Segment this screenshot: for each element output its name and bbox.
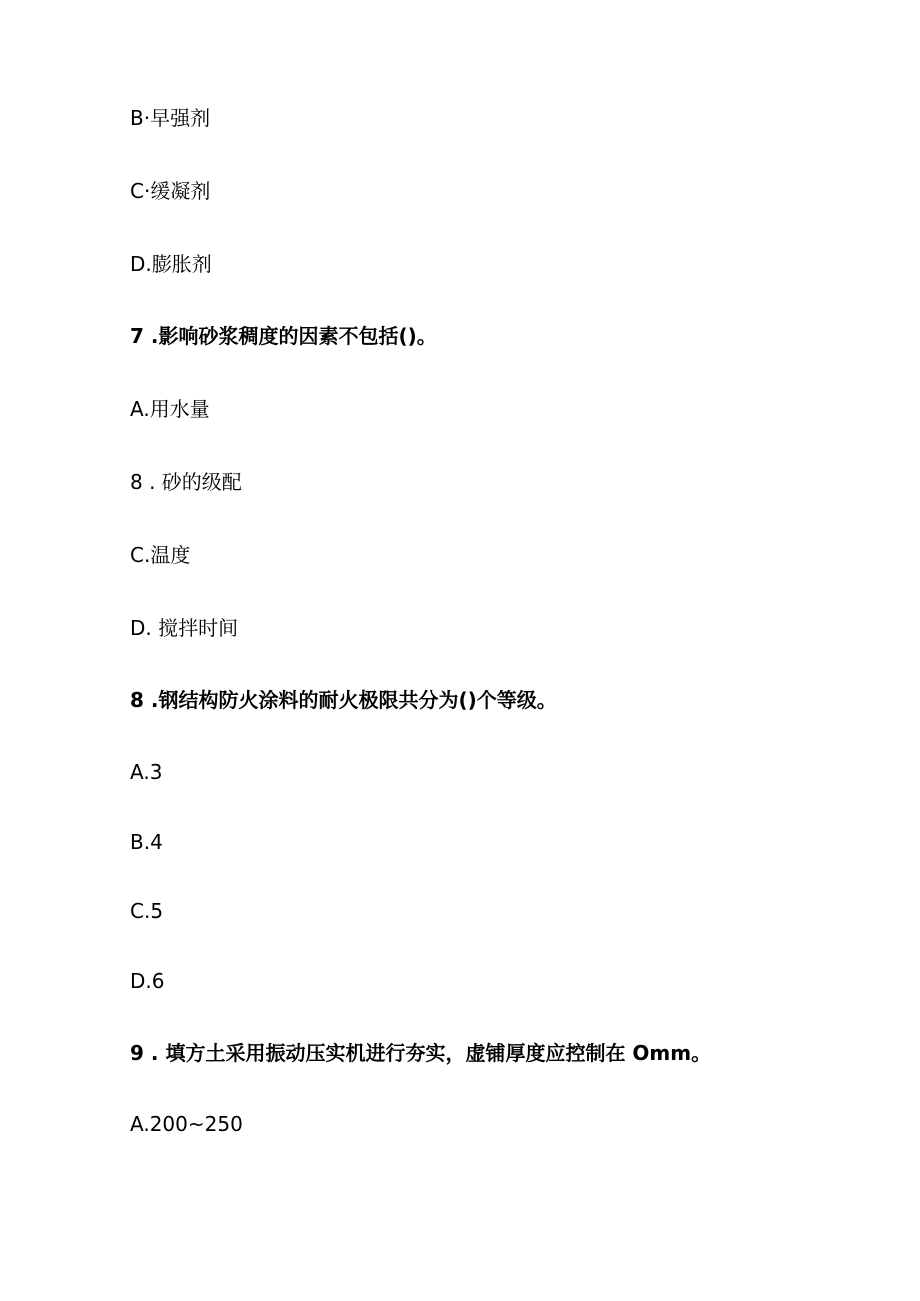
option-c-5: C.5 [130,899,164,923]
option-c-retarder: C·缓凝剂 [130,179,211,203]
option-d-6: D.6 [130,969,165,993]
question-8: 8 .钢结构防火涂料的耐火极限共分为()个等级。 [130,688,557,712]
option-b-4: B.4 [130,830,163,854]
option-d-mixing-time: D. 搅拌时间 [130,616,239,640]
option-a-200-250: A.200~250 [130,1112,243,1136]
option-d-expansion: D.膨胀剂 [130,252,212,276]
option-c-temperature: C.温度 [130,543,191,567]
question-9: 9 . 填方土采用振动压实机进行夯实，虚铺厚度应控制在 Omm。 [130,1041,712,1065]
question-7: 7 .影响砂浆稠度的因素不包括()。 [130,324,437,348]
option-a-3: A.3 [130,760,163,784]
option-b-early-strength: B·早强剂 [130,106,211,130]
option-sand-gradation: 8 . 砂的级配 [130,470,242,494]
option-a-water: A.用水量 [130,397,210,421]
